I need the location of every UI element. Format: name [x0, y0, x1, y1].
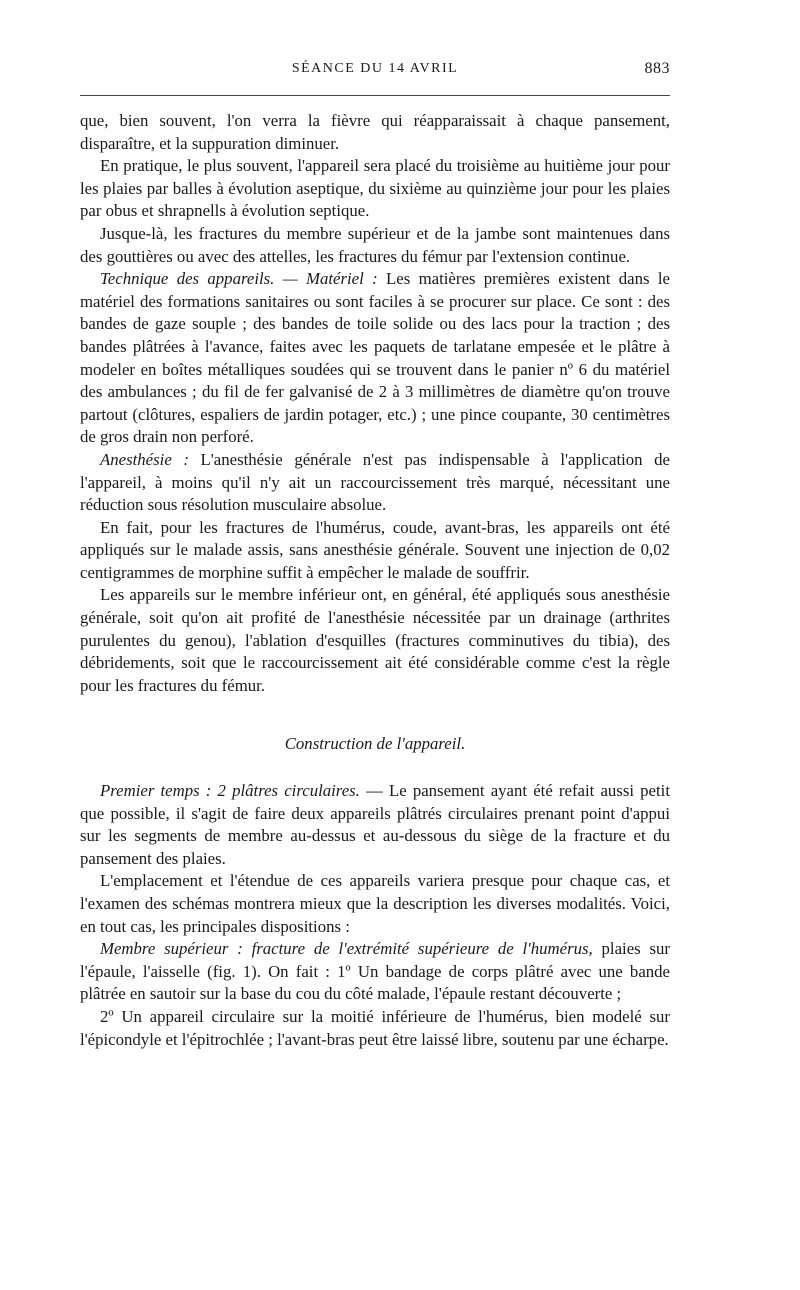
paragraph-text: que, bien souvent, l'on verra la fièvre qui réapparaissait à chaque pansement, disparaître, et la suppuration diminuer.	[80, 111, 670, 153]
paragraph	[80, 584, 670, 697]
paragraph-text: Les matières premières existent dans le matériel des formations sanitaires ou sont faciles à se procurer sur place. Ce sont : des bandes de gaze souple ; des bandes de toile solide ou des lacs pour la traction ; des bandes plâtrées à l'avance, faites avec les paquets de tarlatane empesée et le plâtre à modeler en boîtes métalliques soudées qui se trouvent dans le panier nº 6 du matériel des ambulances ; du fil de fer galvanisé de 2 à 3 millimètres de diamètre qu'on trouve partout (clôtures, espaliers de jardin potager, etc.) ; une pince coupante, 30 centimètres de gros drain non perforé.	[80, 269, 670, 447]
paragraph-text: En pratique, le plus souvent, l'appareil sera placé du troisième au huitième jour pour les plaies par balles à évolution aseptique, du sixième au quinzième jour pour les plaies par obus et shrapnells à évolution septique.	[80, 156, 670, 221]
paragraph-text: L'emplacement et l'étendue de ces appareils variera presque pour chaque cas, et l'examen des schémas montrera mieux que la description les diverses modalités. Voici, en tout cas, les principales dispositions :	[80, 871, 670, 936]
paragraph	[80, 938, 670, 1006]
running-header	[80, 55, 670, 85]
paragraph-lead: Anesthésie :	[100, 449, 189, 469]
page-number: 883	[644, 60, 670, 77]
paragraph	[80, 268, 670, 449]
paragraph	[80, 1006, 670, 1051]
paragraph	[80, 449, 670, 517]
paragraph	[80, 155, 670, 223]
paragraph	[80, 780, 670, 870]
paragraph-text: plaies sur l'épaule, l'aisselle (fig. 1). On fait : 1º Un bandage de corps plâtré avec une bande plâtrée en sautoir sur la base du cou du côté malade, l'épaule restant découverte ;	[80, 939, 670, 1004]
header-rule	[80, 95, 670, 96]
paragraph-text: 2º Un appareil circulaire sur la moitié inférieure de l'humérus, bien modelé sur l'épicondyle et l'épitrochlée ; l'avant-bras peut être laissé libre, soutenu par une écharpe.	[80, 1006, 670, 1049]
paragraph-text: L'anesthésie générale n'est pas indispensable à l'application de l'appareil, à moins qu'il n'y ait un raccourcissement très marqué, nécessitant une réduction sous résolution musculaire absolue.	[80, 449, 670, 515]
body-text	[80, 110, 670, 1051]
paragraph	[80, 223, 670, 268]
section-heading: Construction de l'appareil.	[284, 734, 466, 754]
paragraph-text: Les appareils sur le membre inférieur ont, en général, été appliqués sous anesthésie générale, soit qu'on ait profité de l'anesthésie nécessitée par un drainage (arthrites purulentes du genou), l'ablation d'esquilles (fractures comminutives du tibia), des débridements, soit que le raccourcissement ait été considérable comme c'est la règle pour les fractures du fémur.	[80, 585, 670, 695]
paragraph-lead: Premier temps : 2 plâtres circulaires.	[100, 781, 360, 801]
paragraph-text: — Le pansement ayant été refait aussi petit que possible, il s'agit de faire deux appareils plâtrés circulaires prenant point d'appui sur les segments de membre au-dessus et au-dessous du siège de la fracture et du pansement des plaies.	[80, 781, 670, 868]
paragraph	[80, 870, 670, 938]
paragraph	[80, 110, 670, 155]
paragraph	[80, 517, 670, 585]
paragraph-text: En fait, pour les fractures de l'humérus, coude, avant-bras, les appareils ont été appliqués sur le malade assis, sans anesthésie générale. Souvent une injection de 0,02 centigrammes de morphine suffit à empêcher le malade de souffrir.	[80, 517, 670, 582]
running-title: SÉANCE DU 14 AVRIL	[291, 61, 459, 76]
paragraph-lead: Technique des appareils. — Matériel :	[100, 269, 378, 289]
document-page	[80, 55, 670, 1051]
paragraph-lead: Membre supérieur : fracture de l'extrémité supérieure de l'humérus,	[100, 939, 593, 959]
paragraph-text: Jusque-là, les fractures du membre supérieur et de la jambe sont maintenues dans des gouttières ou avec des attelles, les fractures du fémur par l'extension continue.	[80, 223, 670, 266]
